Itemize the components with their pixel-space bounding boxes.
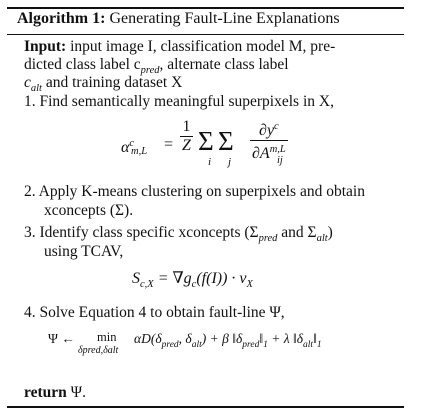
bottom-rule — [7, 406, 404, 408]
eq3-s2: alt — [191, 340, 202, 350]
input-text-3: and training dataset X — [41, 74, 183, 91]
dA-sup: m,L — [269, 144, 286, 155]
eq3-b5: + λ ‖δ — [267, 331, 304, 346]
alt-subscript: alt — [30, 83, 42, 94]
dy: ∂y — [259, 122, 275, 139]
eq2-rest2: (f(I)) · v — [196, 270, 247, 287]
pred-subscript: pred — [140, 65, 160, 76]
frac-num: 1 — [180, 118, 193, 137]
input-line-1 — [24, 37, 335, 57]
s3-c: ) — [327, 224, 333, 241]
eq3-body — [134, 331, 322, 350]
eq3-s3: pred — [242, 340, 260, 350]
deriv-num — [250, 118, 288, 141]
input-text-2b: , alternate class label — [159, 56, 289, 73]
sum-j: Σ — [218, 126, 234, 156]
s3-sub2: alt — [316, 233, 328, 244]
step-2-line-1: 2. Apply K-means clustering on superpixels and obtain — [24, 183, 365, 200]
caption-rule — [7, 34, 404, 35]
algorithm-label: Algorithm 1: — [17, 10, 106, 27]
algorithm-caption — [17, 10, 340, 28]
return-line — [24, 383, 86, 403]
eq3-b4: ‖ — [259, 331, 264, 346]
s3-b: and Σ — [277, 224, 317, 241]
input-label: Input: — [24, 38, 67, 55]
dA-sub: ij — [277, 155, 283, 166]
alpha: α — [121, 139, 130, 156]
eq2-sub: c,X — [140, 279, 154, 290]
eq3-min: min — [97, 330, 117, 344]
eq2-rest-sub: c — [191, 279, 197, 290]
eq2-rest: = ∇g — [153, 270, 192, 287]
eq2-rest2-sub: X — [246, 279, 253, 290]
eq3-s4: 1 — [263, 340, 268, 350]
return-keyword: return — [24, 384, 67, 401]
eq3-b2: , δ — [178, 331, 192, 346]
s3-a: 3. Identify class specific xconcepts (Σ — [24, 224, 259, 241]
eq1-frac — [180, 118, 193, 155]
top-rule — [7, 7, 404, 9]
dA: ∂A — [252, 145, 270, 162]
eq2-S: S — [132, 270, 140, 287]
eq3-s5: alt — [303, 340, 314, 350]
eq3-s6: 1 — [316, 340, 322, 350]
step-3-line-2: using TCAV, — [44, 243, 124, 260]
s3-sub1: pred — [258, 233, 278, 244]
algorithm-title: Generating Fault-Line Explanations — [109, 10, 340, 27]
alt-c: c — [24, 74, 31, 91]
step-1: 1. Find semantically meaningful superpixels in X, — [24, 93, 334, 110]
eq3-min-sub: δpred,δalt — [78, 345, 119, 356]
sum-j-index: j — [228, 156, 232, 168]
eq3-b1: αD(δ — [134, 331, 162, 346]
eq1-lhs-sub: m,L — [131, 146, 148, 157]
eq3-b6: ‖ — [313, 331, 317, 346]
eq3-b3: ) + β ‖δ — [201, 331, 243, 346]
eq3-s1: pred — [161, 340, 179, 350]
return-value: Ψ. — [66, 384, 86, 401]
frac-den: Z — [182, 137, 191, 154]
eq3-lhs: Ψ ← — [48, 331, 75, 346]
step-4: 4. Solve Equation 4 to obtain fault-line Ψ, — [24, 304, 285, 321]
alpha-sup: c — [129, 138, 135, 149]
input-text-2: dicted class label c — [24, 56, 141, 73]
dy-sup: c — [274, 121, 279, 132]
sum-i-index: i — [208, 156, 212, 168]
eq2 — [132, 268, 253, 290]
input-text-1: input image I, classification model M, pre- — [70, 38, 336, 55]
sum-i: Σ — [198, 126, 214, 156]
eq1-equals: = — [164, 136, 174, 153]
step-2-line-2: xconcepts (Σ). — [44, 202, 134, 219]
